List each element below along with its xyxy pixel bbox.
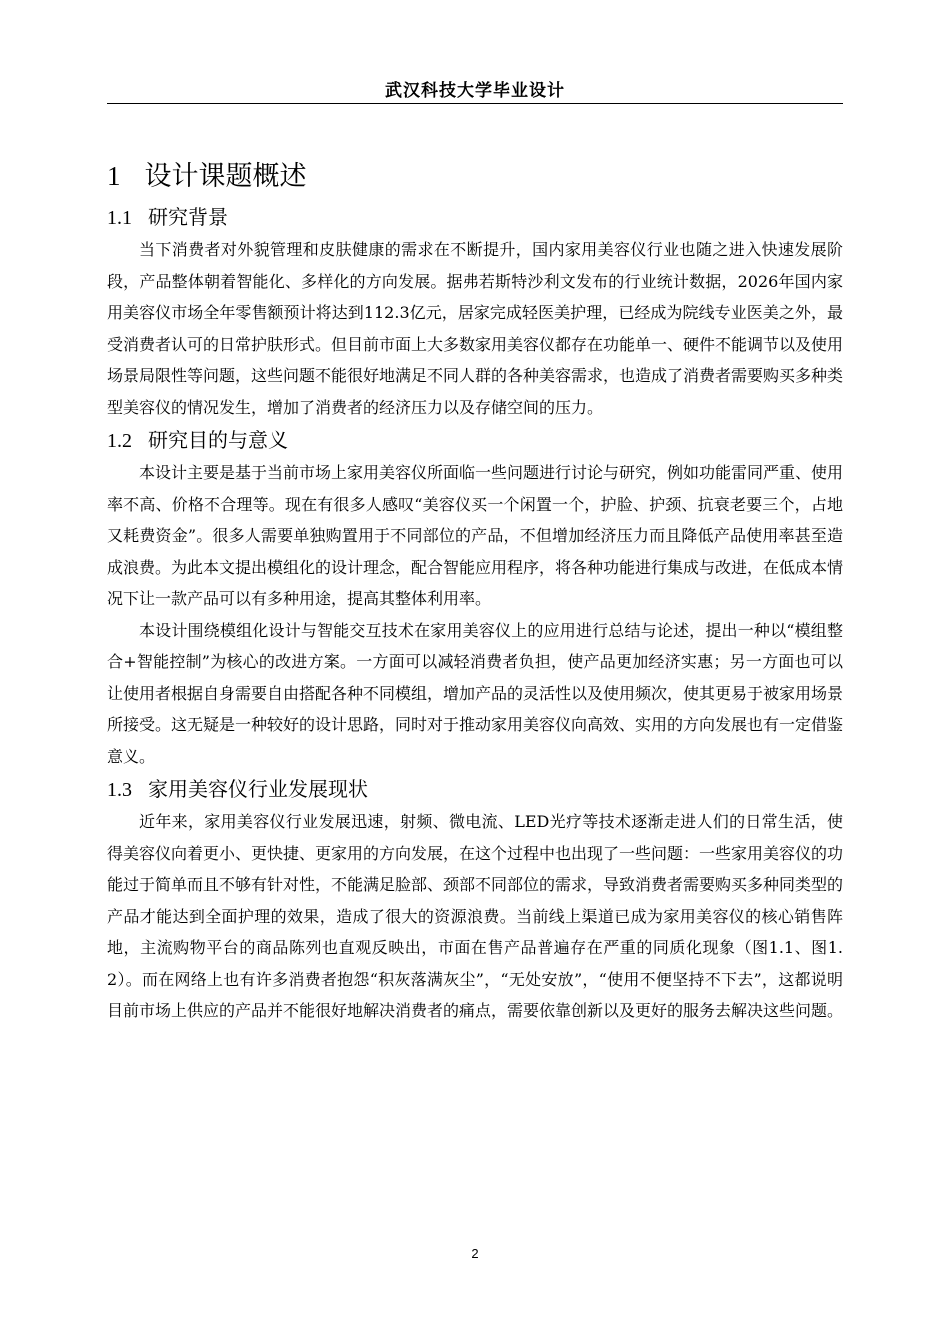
section-title — [107, 772, 843, 806]
section-1-1 — [107, 200, 843, 423]
chapter-title-text: 设计课题概述 — [144, 161, 307, 192]
chapter-title — [107, 156, 843, 196]
section-title — [107, 200, 843, 234]
paragraph: 本设计围绕模组化设计与智能交互技术在家用美容仪上的应用进行总结与论述，提出一种以“模组整合+智能控制”为核心的改进方案。一方面可以减轻消费者负担，使产品更加经济实惠；另一方面也可以让使用者根据自身需要自由搭配各种不同模组，增加产品的灵活性以及使用频次，使其更易于被家用场景所接受。这无疑是一种较好的设计思路，同时对于推动家用美容仪向高效、实用的方向发展也有一定借鉴意义。 — [107, 620, 844, 766]
section-title-text: 研究目的与意义 — [148, 428, 288, 452]
section-number: 1.3 — [107, 779, 132, 801]
chapter-number: 1 — [107, 161, 121, 191]
page-content — [107, 156, 843, 1027]
section-number: 1.2 — [107, 430, 132, 452]
section-title-text: 研究背景 — [148, 205, 228, 229]
section-number: 1.1 — [107, 207, 132, 229]
paragraph: 本设计主要是基于当前市场上家用美容仪所面临一些问题进行讨论与研究，例如功能雷同严重、使用率不高、价格不合理等。现在有很多人感叹“美容仪买一个闲置一个，护脸、护颈、抗衰老要三个，占地又耗费资金”。很多人需要单独购置用于不同部位的产品，不但增加经济压力而且降低产品使用率甚至造成浪费。为此本文提出模组化的设计理念，配合智能应用程序，将各种功能进行集成与改进，在低成本情况下让一款产品可以有多种用途，提高其整体利用率。 — [107, 463, 844, 608]
section-1-3 — [107, 772, 843, 1027]
paragraph: 近年来，家用美容仪行业发展迅速，射频、微电流、LED光疗等技术逐渐走进人们的日常生活，使得美容仪向着更小、更快捷、更家用的方向发展，在这个过程中也出现了一些问题：一些家用美容仪的功能过于简单而且不够有针对性，不能满足脸部、颈部不同部位的需求，导致消费者需要购买多种同类型的产品才能达到全面护理的效果，造成了很大的资源浪费。当前线上渠道已成为家用美容仪的核心销售阵地，主流购物平台的商品陈列也直观反映出，市面在售产品普遍存在严重的同质化现象（图1.1、图1.2）。而在网络上也有许多消费者抱怨“积灰落满灰尘”，“无处安放”，“使用不便坚持不下去”，这都说明目前市场上供应的产品并不能很好地解决消费者的痛点，需要依靠创新以及更好的服务去解决这些问题。 — [107, 812, 844, 1020]
paragraph: 当下消费者对外貌管理和皮肤健康的需求在不断提升，国内家用美容仪行业也随之进入快速发展阶段，产品整体朝着智能化、多样化的方向发展。据弗若斯特沙利文发布的行业统计数据，2026年国内家用美容仪市场全年零售额预计将达到112.3亿元，居家完成轻医美护理，已经成为院线专业医美之外，最受消费者认可的日常护肤形式。但目前市面上大多数家用美容仪都存在功能单一、硬件不能调节以及使用场景局限性等问题，这些问题不能很好地满足不同人群的各种美容需求，也造成了消费者需要购买多种类型美容仪的情况发生，增加了消费者的经济压力以及存储空间的压力。 — [107, 240, 844, 417]
section-1-2 — [107, 423, 843, 772]
section-title — [107, 423, 843, 457]
page-number: 2 — [471, 1246, 479, 1261]
header-rule — [107, 103, 843, 104]
running-header: 武汉科技大学毕业设计 — [385, 81, 565, 101]
section-title-text: 家用美容仪行业发展现状 — [148, 777, 368, 801]
